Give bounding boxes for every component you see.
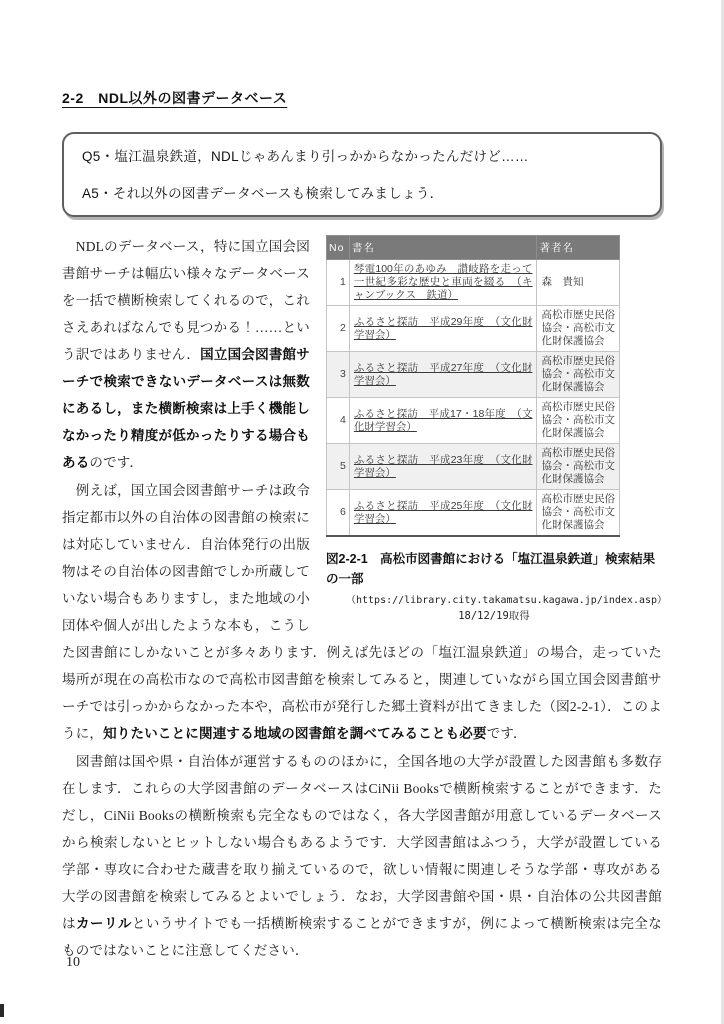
scan-speck-artifact <box>0 1004 4 1017</box>
qa-question: Q5・塩江温泉鉄道，NDLじゃあんまり引っかからなかったんだけど…… <box>82 149 529 164</box>
book-title-cell <box>349 352 537 398</box>
book-title-link[interactable]: 琴電100年のあゆみ 讃岐路を走って一世紀多彩な歴史と車両を綴る （キャンブックス 鉄道） <box>353 263 533 302</box>
paragraph-bold-text: カーリル <box>75 916 132 932</box>
book-title-link[interactable]: ふるさと探訪 平成25年度 （文化財学習会） <box>353 499 533 525</box>
table-row <box>327 260 620 306</box>
paragraph-text: です． <box>486 726 527 742</box>
column-header-author: 著者名 <box>537 236 620 260</box>
row-number: 4 <box>327 398 350 444</box>
book-title-link[interactable]: ふるさと探訪 平成29年度 （文化財学習会） <box>353 315 533 341</box>
paragraph-text: 例えば，国立国会図書館サーチは政令指定都市以外の自治体の図書館の検索には対応していません．自治体発行の出版物はその自治体の図書館でしか所蔵していない場合もありますし，また地域の小団体や個人が出したような本も，こうした図書館にしかないことが多々あります．例えば先ほどの「塩江温泉鉄道」の場合，走っていた場所が現在の高松市なので高松市図書館を検索してみると，関連していながら国立国会図書館サーチでは引っかからなかった本や，高松市が発行した郷土資料が出てきました（図2-2-1）．このように， <box>62 483 662 742</box>
paragraph-bold-text: 国立国会図書館サーチで検索できないデータベースは無数にあるし，また横断検索は上手く機能しなかったり精度が低かったりする場合もある <box>62 347 310 471</box>
figure-retrieval-date: 18/12/19取得 <box>458 610 530 623</box>
book-title-cell <box>349 306 537 352</box>
row-number: 1 <box>327 260 350 306</box>
row-number: 5 <box>327 444 350 490</box>
book-author: 高松市歴史民俗協会・高松市文化財保護協会 <box>537 398 620 444</box>
section-heading: 2-2 NDL以外の図書データベース <box>62 90 288 106</box>
book-author: 森 貴知 <box>537 260 620 306</box>
table-row <box>327 490 620 537</box>
paragraph-text: のです． <box>89 455 144 471</box>
paragraph-text: というサイトでも一括横断検索することができますが，例によって横断検索は完全なものではないことに注意してください． <box>62 916 662 959</box>
column-header-no: No <box>327 236 350 260</box>
table-row <box>327 398 620 444</box>
page-number: 10 <box>66 955 80 970</box>
book-title-cell <box>349 260 537 306</box>
row-number: 2 <box>327 306 350 352</box>
book-title-cell <box>349 398 537 444</box>
column-header-title: 書名 <box>349 236 537 260</box>
row-number: 3 <box>327 352 350 398</box>
results-table <box>326 235 620 537</box>
book-title-cell <box>349 444 537 490</box>
book-author: 高松市歴史民俗協会・高松市文化財保護協会 <box>537 352 620 398</box>
paragraph-text: 図書館は国や県・自治体が運営するもののほかに，全国各地の大学が設置した図書館も多数存在します．これらの大学図書館のデータベースはCiNii Booksで横断検索することができます．ただし，CiNii Booksの横断検索も完全なものではなく，各大学図書館が用意しているデータベースから検索しないとヒットしない場合もあるようです．大学図書館はふつう，大学が設置している学部・専攻に合わせた蔵書を取り揃えているので，欲しい情報に関連しそうな学部・専攻がある大学の図書館を検索してみるとよいでしょう．なお，大学図書館や国・県・自治体の公共図書館は <box>62 754 662 932</box>
book-author: 高松市歴史民俗協会・高松市文化財保護協会 <box>537 306 620 352</box>
book-author: 高松市歴史民俗協会・高松市文化財保護協会 <box>537 444 620 490</box>
book-title-link[interactable]: ふるさと探訪 平成27年度 （文化財学習会） <box>353 361 533 387</box>
table-header-row <box>327 236 620 260</box>
paragraph-3 <box>62 748 662 964</box>
qa-box <box>62 132 662 217</box>
results-table-body <box>327 260 620 537</box>
body-text <box>62 233 668 964</box>
book-author: 高松市歴史民俗協会・高松市文化財保護協会 <box>537 490 620 537</box>
book-title-link[interactable]: ふるさと探訪 平成23年度 （文化財学習会） <box>353 453 533 479</box>
table-row <box>327 306 620 352</box>
table-row <box>327 444 620 490</box>
book-title-cell <box>349 490 537 537</box>
figure-source-url: （https://library.city.takamatsu.kagawa.jp/index.asp） <box>346 595 668 607</box>
paragraph-text: NDLのデータベース，特に国立国会図書館サーチは幅広い様々なデータベースを一括で横断検索してくれるので，これさえあればなんでも見つかる！……という訳ではありません． <box>62 239 310 363</box>
book-title-link[interactable]: ふるさと探訪 平成17・18年度 （文化財学習会） <box>353 407 533 433</box>
figure-caption: 図2-2-1 高松市図書館における「塩江温泉鉄道」検索結果の一部 <box>326 552 656 587</box>
qa-answer: A5・それ以外の図書データベースも検索してみましょう． <box>82 185 444 201</box>
figure-search-results <box>326 235 668 623</box>
paragraph-bold-text: 知りたいことに関連する地域の図書館を調べてみることも必要 <box>103 726 487 742</box>
table-row <box>327 352 620 398</box>
row-number: 6 <box>327 490 350 537</box>
